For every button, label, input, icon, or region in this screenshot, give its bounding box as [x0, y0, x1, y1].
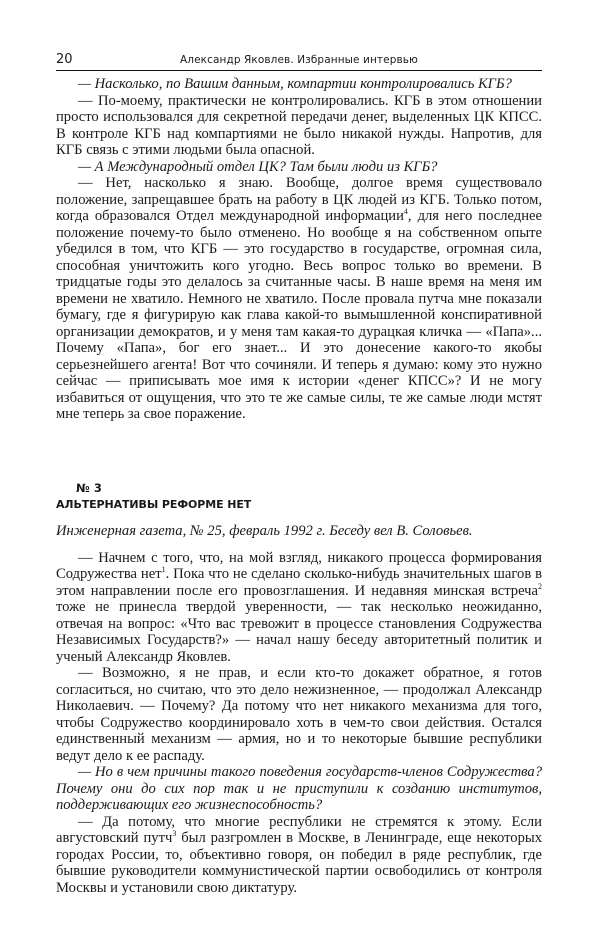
section-number: № 3	[76, 480, 102, 495]
source-citation: Инженерная газета, № 25, февраль 1992 г. Беседу вел В. Соловьев.	[56, 522, 473, 539]
answer-paragraph	[56, 550, 542, 666]
interview-continuation	[56, 76, 542, 423]
text-run: был разгромлен в Москве, в Ленинграде, еще некоторых городах России, то, объективно говоря, он победил в ряде республик, где бывшие руководители коммунистической партии освободились от контроля Москвы и установили свою диктатуру.	[56, 830, 543, 896]
text-run: — Начнем с того, что, на мой взгляд, никакого процесса формирования Содружества нет	[56, 549, 542, 582]
text-run: — Нет, насколько я знаю. Вообще, долгое время существовало положение, запрещавшее брать на работу в ЦК людей из КГБ. Только потом, когда образовался Отдел международной информации	[56, 175, 542, 224]
text-run: , для него последнее положение почему-то было отменено. Но вообще я на собственном опыте убедился в том, что КГБ — это государство в государстве, огромная сила, способная уничтожить кого угодно. Весь вопрос только во времени. В тридцатые годы это делалось за считанные часы. В наше время на меня им времени не хватило. Немного не хватило. После провала путча мне показали бумагу, где я фигурирую как глава какой-то вымышленной конспиративной организации демократов, и у меня там какая-то дурацкая кличка — «Папа»... Почему «Папа», бог его знает... И это донесение какого-то якобы серьезнейшего агента! Вот что сочиняли. И теперь я думаю: кому это нужно сейчас — приписывать мое имя к истории «денег КПСС»? И не могу избавиться от ощущения, что это те же самые силы, те же самые люди мстят мне теперь за свое поражение.	[56, 208, 542, 422]
question-paragraph: — Насколько, по Вашим данным, компартии контролировались КГБ?	[78, 76, 512, 92]
question-paragraph: — А Международный отдел ЦК? Там были люди из КГБ?	[78, 158, 438, 175]
book-page	[56, 50, 542, 896]
answer-paragraph: — По-моему, практически не контролировались. КГБ в этом отношении просто использовался для секретной передачи денег, выделенных ЦК КПСС. В контроле КГБ над компартиями не было никакой нужды. Напротив, для КГБ связь с этими людьми была опасной.	[56, 92, 542, 158]
answer-paragraph	[56, 175, 542, 423]
text-run: — Да потому, что многие республики не стремятся к этому. Если августовский путч	[56, 813, 542, 846]
footnote-marker: 2	[538, 581, 542, 591]
page-number: 20	[56, 52, 73, 67]
answer-paragraph: — Возможно, я не прав, и если кто-то докажет обратное, я готов согласиться, но считаю, что это дело нежизненное, — продолжал Александр Николаевич. — Почему? Да потому что нет никакого механизма для того, чтобы Содружество координировало хоть в чем-то свои действия. Остался единственный механизм — армия, но и то некоторые бывшие республики ведут дело к ее распаду.	[56, 665, 542, 764]
interview-body	[56, 550, 542, 897]
footnote-marker: 3	[172, 829, 177, 839]
text-run: тоже не принесла твердой уверенности, — так несколько неожиданно, отвечая на вопрос: «Что вас тревожит в процессе становления Содружества Независимых Государств?» — начал нашу беседу авторитетный политик и ученый Александр Яковлев.	[56, 599, 542, 665]
running-head	[56, 50, 542, 68]
footnote-marker: 4	[403, 207, 408, 217]
section-title: АЛЬТЕРНАТИВЫ РЕФОРМЕ НЕТ	[56, 497, 252, 511]
text-run: . Пока что не сделано сколько-нибудь значительных шагов в этом направлении после его провозглашения. И недавняя минская встреча	[56, 566, 542, 599]
running-title: Александр Яковлев. Избранные интервью	[180, 54, 418, 66]
footnote-marker: 1	[161, 565, 166, 575]
question-paragraph: — Но в чем причины такого поведения государств-членов Содружества? Почему они до сих пор так и не приступили к созданию институтов, поддерживающих его жизнеспособность?	[56, 764, 542, 813]
header-rule	[56, 70, 542, 71]
answer-paragraph	[56, 814, 542, 897]
